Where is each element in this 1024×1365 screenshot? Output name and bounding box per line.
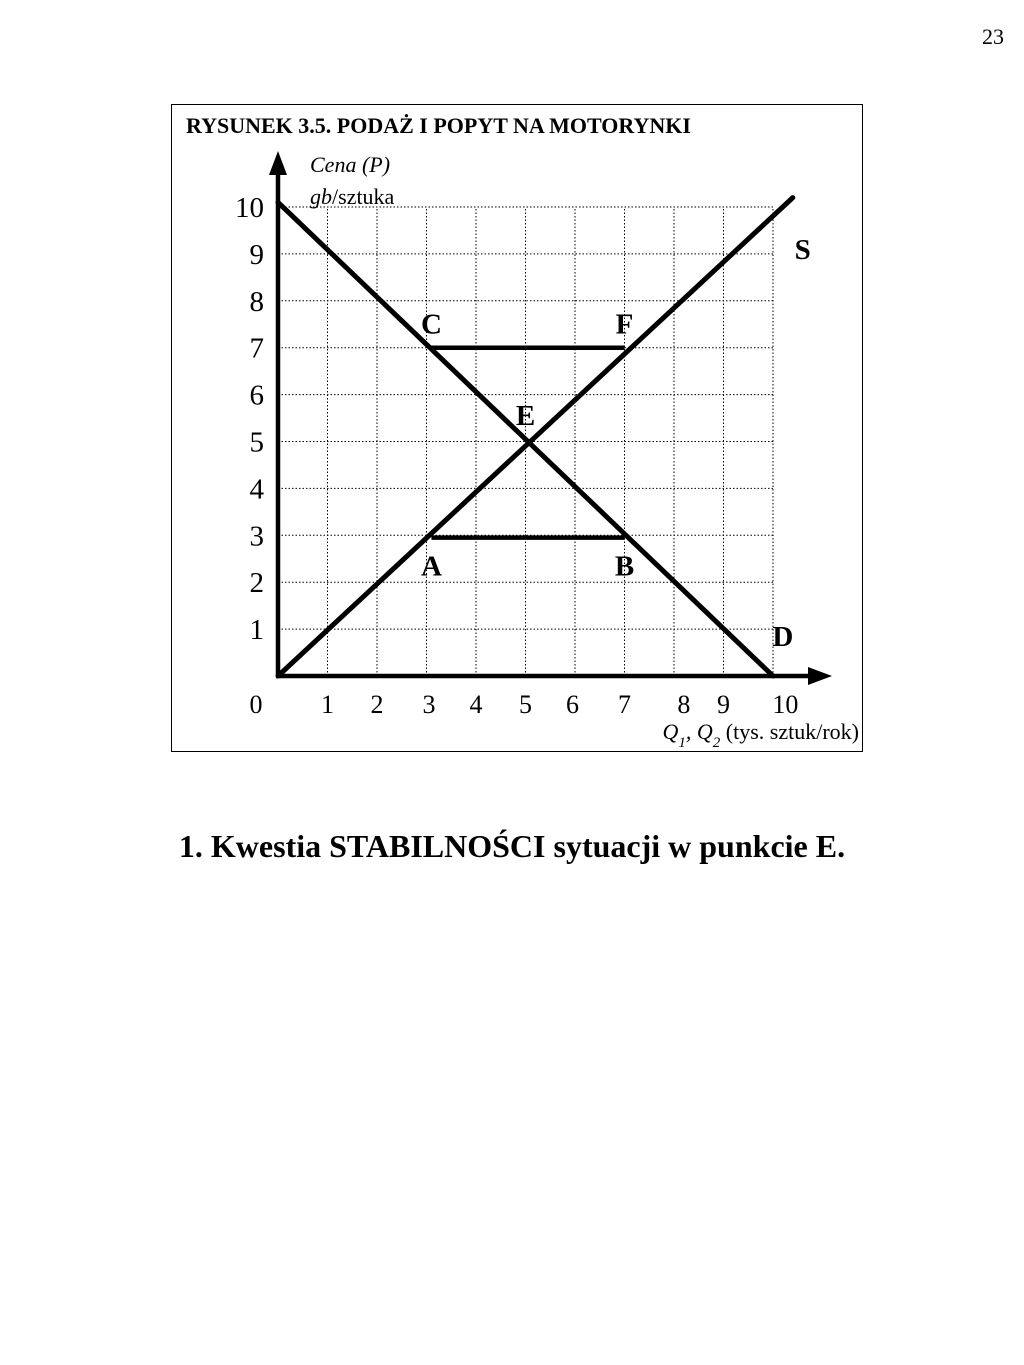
y-tick-label: 7	[249, 332, 264, 365]
x-tick-label: 5	[519, 690, 532, 719]
x-tick-label: 0	[249, 690, 263, 719]
x-tick-label: 10	[772, 690, 799, 719]
y-tick-label: 10	[235, 192, 264, 224]
curve-label-s: S	[794, 234, 811, 267]
y-tick-label: 4	[249, 473, 264, 506]
x-tick-label: 1	[321, 690, 334, 719]
y-tick-label: 3	[249, 520, 264, 553]
x-axis-label: $Q_1$, $Q_2$ (tys. sztuk/rok)	[662, 719, 859, 751]
x-tick-label: 2	[370, 690, 384, 719]
figure-title: RYSUNEK 3.5. PODAŻ I POPYT NA MOTORYNKI	[186, 113, 691, 138]
y-tick-label: 2	[249, 567, 264, 600]
point-label-f: F	[615, 308, 634, 341]
figure-box	[171, 104, 863, 752]
page-number: 23	[982, 24, 1004, 49]
y-tick-label: 5	[249, 426, 264, 459]
y-tick-label: 9	[249, 238, 264, 271]
x-tick-label: 9	[717, 690, 730, 719]
point-label-b: B	[614, 550, 635, 583]
stability-question: 1. Kwestia STABILNOŚCI sytuacji w punkcie E.	[178, 828, 846, 864]
y-tick-label: 8	[249, 285, 264, 318]
curve-label-d: D	[772, 621, 794, 654]
point-label-a: A	[420, 550, 442, 583]
supply-curve	[278, 198, 793, 676]
y-axis-arrow	[269, 151, 287, 175]
y-tick-label: 6	[249, 379, 264, 412]
x-tick-label: 7	[618, 690, 631, 719]
x-axis-arrow	[808, 667, 832, 685]
y-axis-unit: gb/sztuka	[310, 184, 395, 209]
point-label-c: C	[420, 308, 442, 341]
x-tick-label: 4	[469, 690, 483, 719]
supply-demand-chart	[172, 105, 864, 753]
y-axis-label: Cena (P)	[310, 152, 391, 177]
x-tick-label: 3	[422, 690, 436, 719]
point-label-e: E	[515, 399, 536, 432]
x-tick-label: 8	[677, 690, 691, 719]
x-tick-label: 6	[566, 690, 580, 719]
y-tick-label: 1	[249, 614, 264, 647]
